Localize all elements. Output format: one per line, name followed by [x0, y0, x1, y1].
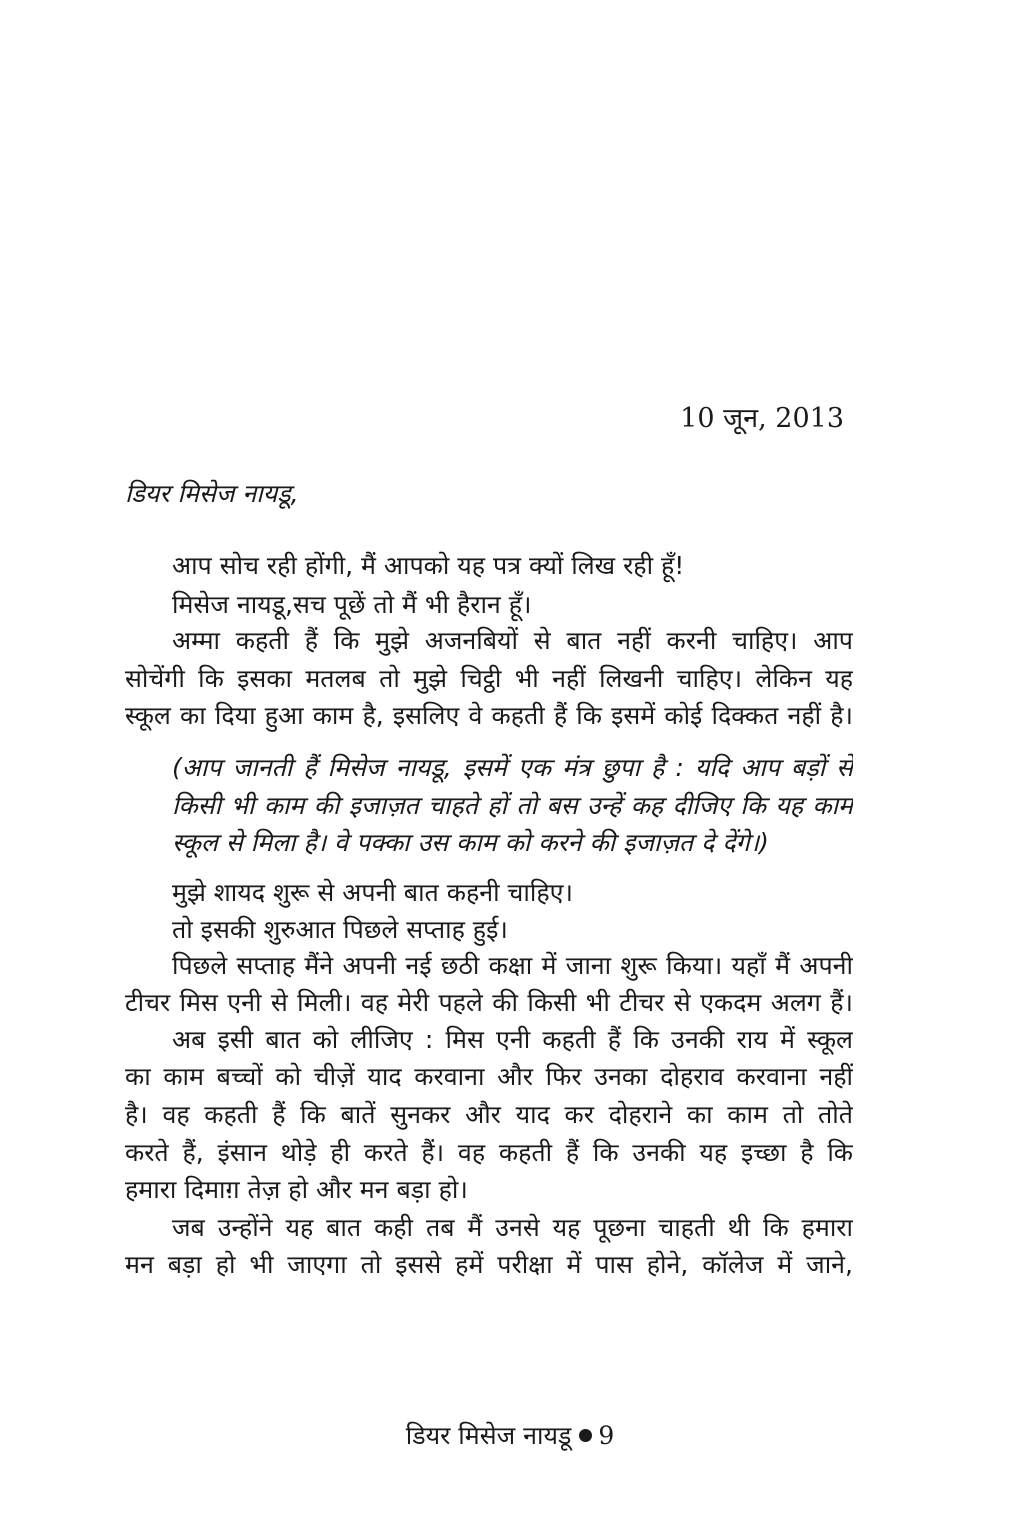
aside-line: स्कूल से मिला है। वे पक्का उस काम को करने की इजाज़त दे देंगे।): [172, 828, 769, 857]
paragraph-line: अम्मा कहती हैं कि मुझे अजनबियों से बात नहीं करनी चाहिए। आप: [172, 626, 853, 655]
paragraph-line: मुझे शायद शुरू से अपनी बात कहनी चाहिए।: [172, 878, 573, 907]
page-footer: [0, 1418, 1020, 1452]
paragraph-line: अब इसी बात को लीजिए : मिस एनी कहती हैं कि उनकी राय में स्कूल: [172, 1025, 853, 1054]
footer-title: डियर मिसेज नायडू: [405, 1421, 572, 1450]
paragraph-line: पिछले सप्ताह मैंने अपनी नई छठी कक्षा में जाना शुरू किया। यहाँ मैं अपनी: [172, 951, 853, 980]
letter-salutation: डियर मिसेज नायडू,: [125, 479, 299, 508]
bullet-icon: [579, 1429, 592, 1442]
paragraph-line: मन बड़ा हो भी जाएगा तो इससे हमें परीक्षा में पास होने, कॉलेज में जाने,: [125, 1250, 853, 1279]
aside-line: किसी भी काम की इजाज़त चाहते हों तो बस उन्हें कह दीजिए कि यह काम: [172, 791, 853, 820]
paragraph-line: टीचर मिस एनी से मिली। वह मेरी पहले की किसी भी टीचर से एकदम अलग हैं।: [125, 988, 853, 1017]
paragraph-line: मिसेज नायडू,सच पूछें तो मैं भी हैरान हूँ।: [172, 590, 532, 619]
page-number: 9: [598, 1421, 615, 1450]
paragraph-line: तो इसकी शुरुआत पिछले सप्ताह हुई।: [172, 915, 508, 944]
paragraph-line: स्कूल का दिया हुआ काम है, इसलिए वे कहती हैं कि इसमें कोई दिक्कत नहीं है।: [125, 701, 853, 730]
aside-line: (आप जानती हैं मिसेज नायडू, इसमें एक मंत्र छुपा है : यदि आप बड़ों से: [172, 753, 853, 782]
paragraph-line: है। वह कहती हैं कि बातें सुनकर और याद कर दोहराने का काम तो तोते: [125, 1100, 853, 1129]
paragraph-line: करते हैं, इंसान थोड़े ही करते हैं। वह कहती हैं कि उनकी यह इच्छा है कि: [125, 1138, 853, 1167]
paragraph-line: का काम बच्चों को चीज़ें याद करवाना और फिर उनका दोहराव करवाना नहीं: [125, 1062, 853, 1091]
paragraph-line: जब उन्होंने यह बात कही तब मैं उनसे यह पूछना चाहती थी कि हमारा: [172, 1213, 853, 1242]
paragraph-line: सोचेंगी कि इसका मतलब तो मुझे चिट्ठी भी नहीं लिखनी चाहिए। लेकिन यह: [125, 664, 853, 693]
paragraph-line: हमारा दिमाग़ तेज़ हो और मन बड़ा हो।: [125, 1175, 468, 1204]
letter-date: 10 जून, 2013: [680, 403, 844, 434]
paragraph-line: आप सोच रही होंगी, मैं आपको यह पत्र क्यों लिख रही हूँ!: [172, 551, 685, 580]
